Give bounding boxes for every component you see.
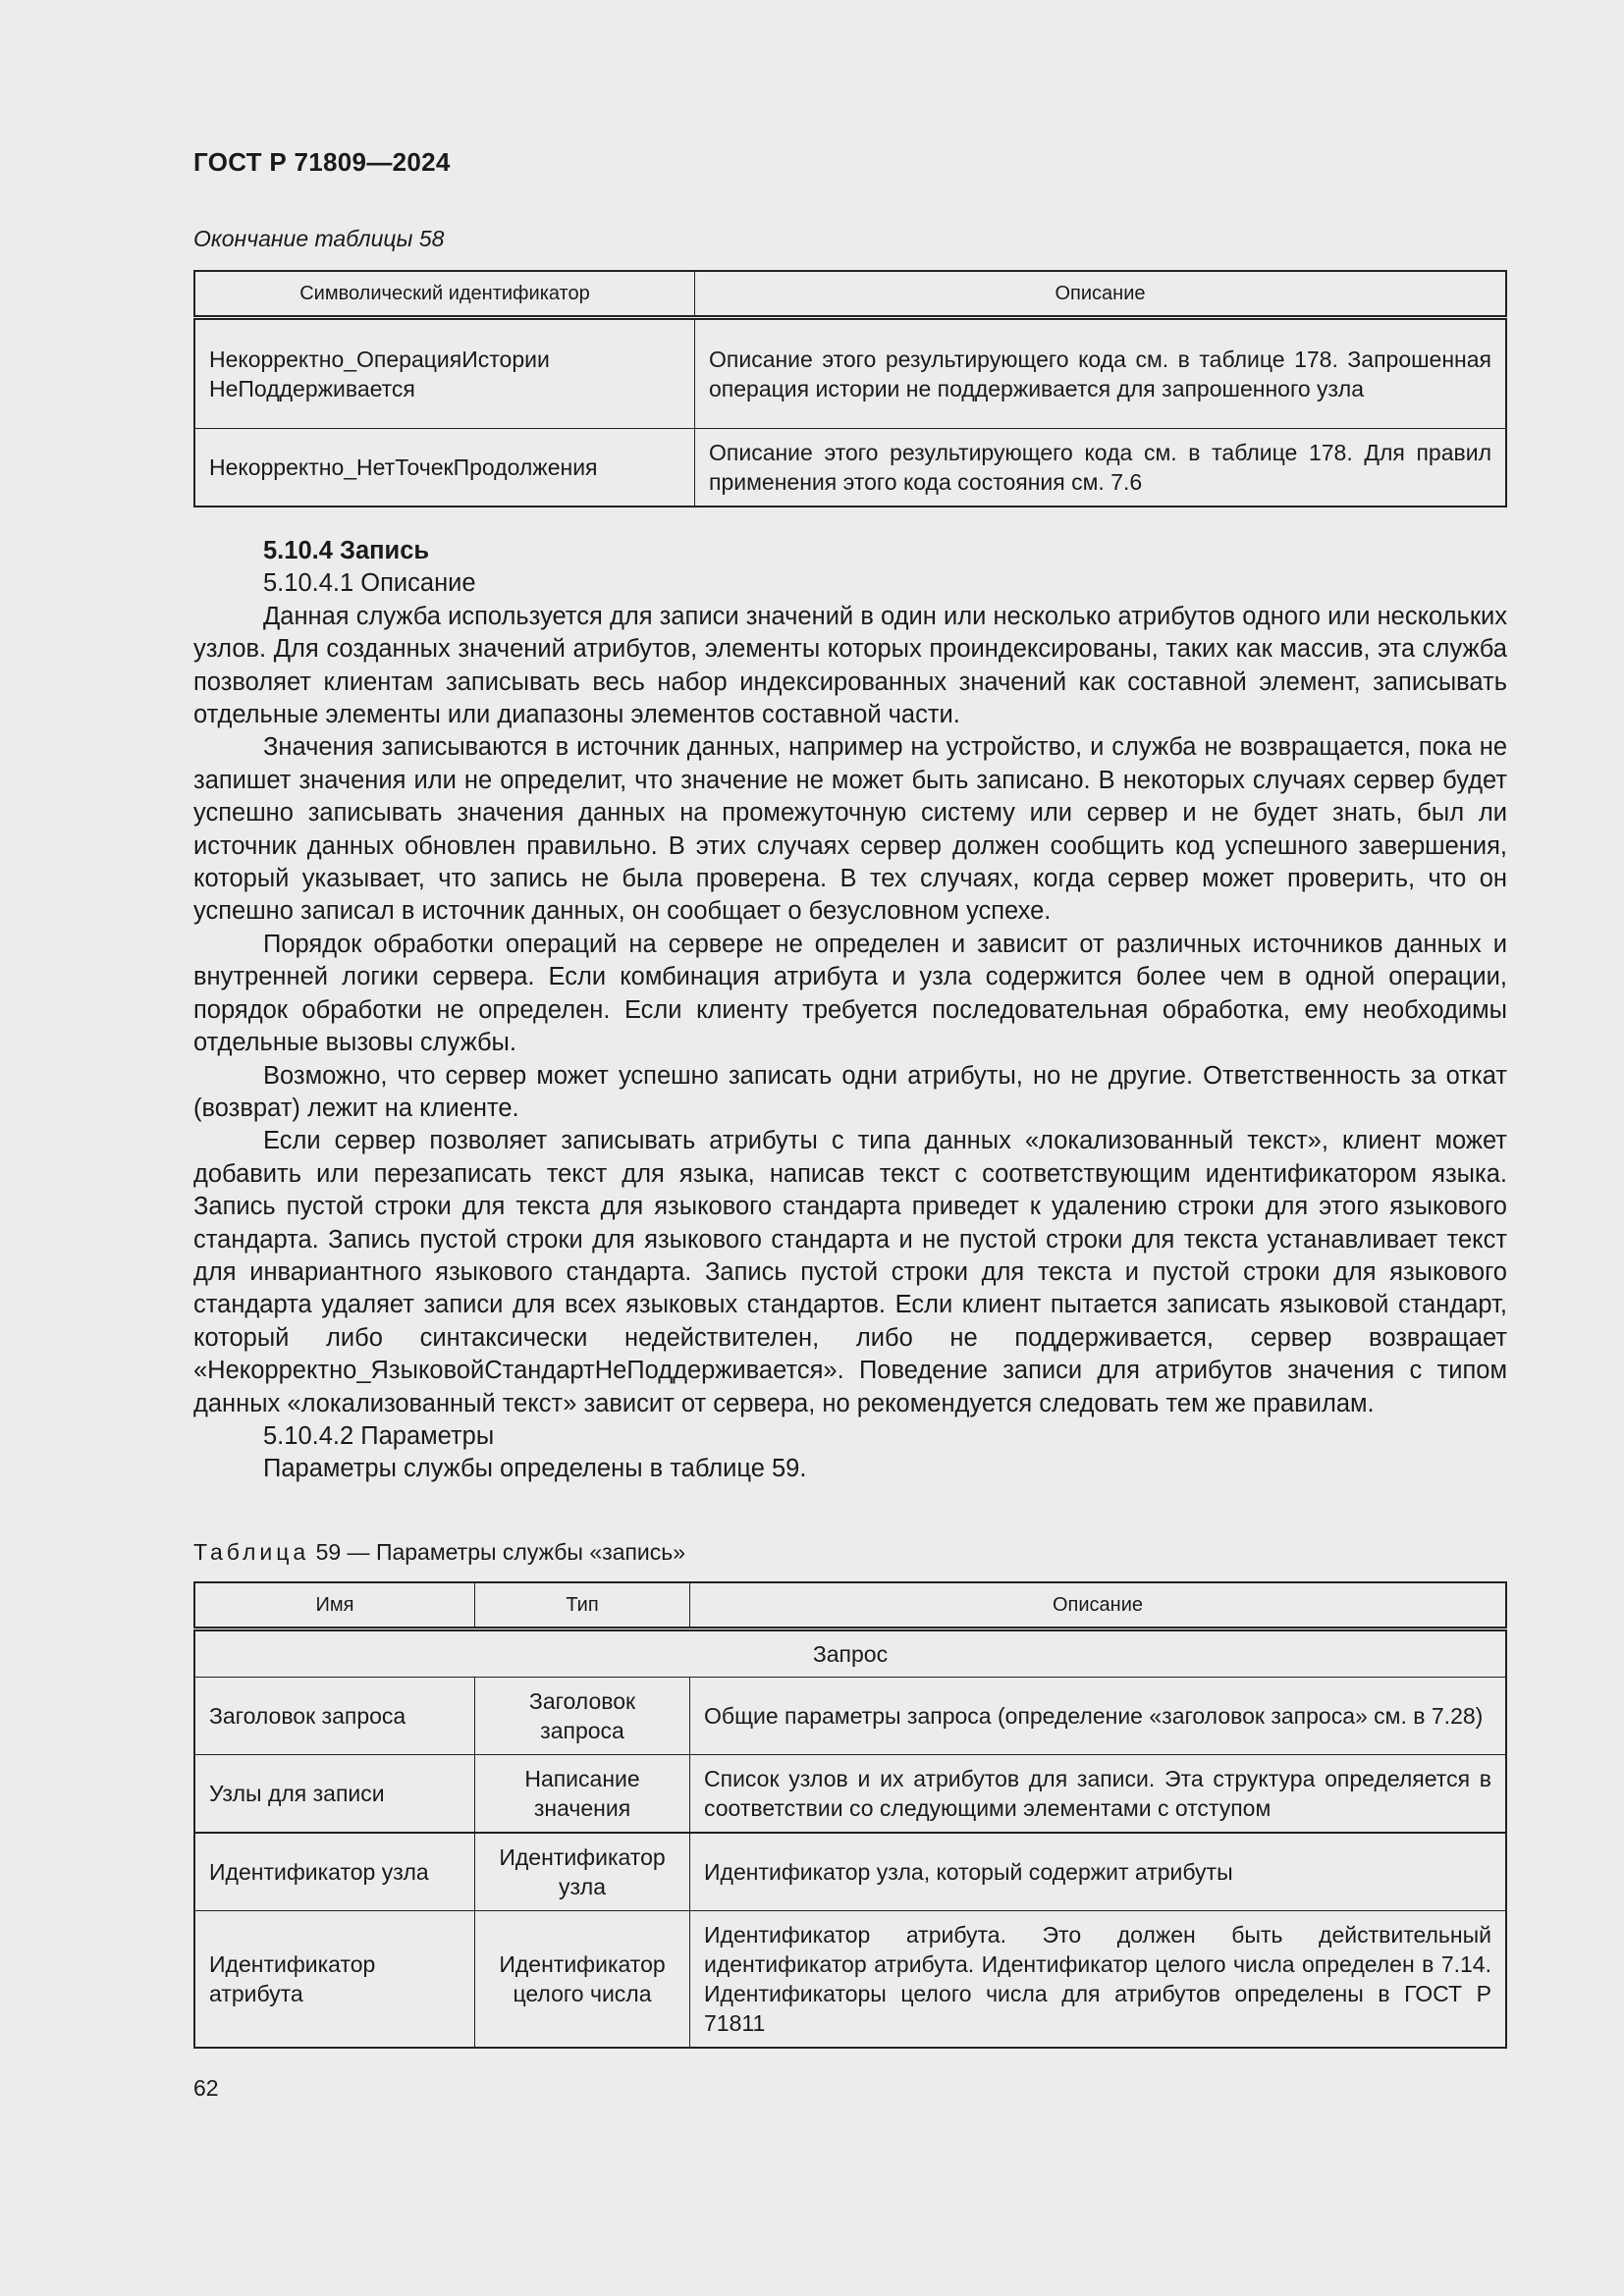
- paragraph: Возможно, что сервер может успешно записать одни атрибуты, но не другие. Ответственность за откат (возврат) лежит на клиенте.: [193, 1061, 1507, 1122]
- description-cell: Идентификатор узла, который содержит атрибуты: [690, 1833, 1507, 1911]
- table-header-row: [194, 271, 1506, 318]
- paragraph: Значения записываются в источник данных, например на устройство, и служба не возвращается, пока не запишет значения или не определит, что значение не может быть записано. В некоторых случаях сервер будет успешно записывать значения данных на промежуточную систему или сервер и не будет знать, был ли источник данных обновлен правильно. В этих случаях сервер должен сообщить код успешного завершения, который указывает, что запись не была проверена. В тех случаях, когда сервер может проверить, что он успешно записал в источник данных, он сообщает о безусловном успехе.: [193, 733, 1507, 926]
- column-header: Описание: [695, 271, 1507, 318]
- table-row: [194, 1833, 1506, 1911]
- description-cell: Идентификатор атрибута. Это должен быть действительный идентификатор атрибута. Идентификатор целого числа определен в 7.14. Идентификаторы целого числа для атрибутов определены в ГОСТ Р 71811: [690, 1911, 1507, 2049]
- column-header: Описание: [690, 1582, 1507, 1629]
- subsection-heading: 5.10.4.2 Параметры: [263, 1421, 495, 1450]
- name-cell: Узлы для записи: [194, 1755, 475, 1834]
- table-title: 59 — Параметры службы «запись»: [309, 1539, 686, 1565]
- type-cell: Написание значения: [475, 1755, 690, 1834]
- table-row: [194, 318, 1506, 429]
- name-cell: Идентификатор узла: [194, 1833, 475, 1911]
- table59-caption: [193, 1539, 685, 1566]
- paragraph: Порядок обработки операций на сервере не определен и зависит от различных источников данных и внутренней логики сервера. Если комбинация атрибута и узла содержится более чем в одной операции, порядок обработки не определен. Если клиенту требуется последовательная обработка, ему необходимы отдельные вызовы службы.: [193, 930, 1507, 1057]
- table-row: [194, 1755, 1506, 1834]
- type-cell: Идентификатор узла: [475, 1833, 690, 1911]
- table-row: [194, 429, 1506, 507]
- subsection-heading: 5.10.4.1 Описание: [263, 569, 476, 598]
- page-number: 62: [193, 2075, 219, 2101]
- paragraph: Данная служба используется для записи значений в один или несколько атрибутов одного или нескольких узлов. Для созданных значений атрибутов, элементы которых проиндексированы, таких как массив, эта служба позволяет клиентам записывать весь набор индексированных значений как составной элемент, записывать отдельные элементы или диапазоны элементов составной части.: [193, 602, 1507, 729]
- section-label: Запрос: [194, 1629, 1506, 1678]
- table58-caption: Окончание таблицы 58: [193, 226, 445, 251]
- section-body: [193, 535, 1507, 1486]
- table-section-row: [194, 1629, 1506, 1678]
- type-cell: Заголовок запроса: [475, 1678, 690, 1755]
- type-cell: Идентификатор целого числа: [475, 1911, 690, 2049]
- name-cell: Идентификатор атрибута: [194, 1911, 475, 2049]
- paragraph: Если сервер позволяет записывать атрибуты с типа данных «локализованный текст», клиент может добавить или перезаписать текст для языка, написав текст с соответствующим идентификатором языка. Запись пустой строки для текста для языкового стандарта приведет к удалению строки для этого языкового стандарта. Запись пустой строки для языкового стандарта и не пустой строки для текста устанавливает текст для инвариантного языкового стандарта. Запись пустой строки для текста и пустой строки для языкового стандарта удаляет записи для всех языковых стандартов. Если клиент пытается записать языковой стандарт, который либо синтаксически недействителен, либо не поддерживается, сервер возвращает «Некорректно_ЯзыковойСтандартНеПоддерживается». Поведение записи для атрибутов значения с типом данных «локализованный текст» зависит от сервера, но рекомендуется следовать тем же правилам.: [193, 1127, 1507, 1417]
- section-heading: 5.10.4 Запись: [263, 537, 430, 564]
- description-cell: Описание этого результирующего кода см. в таблице 178. Запрошенная операция истории не поддерживается для запрошенного узла: [695, 318, 1507, 429]
- description-cell: Описание этого результирующего кода см. в таблице 178. Для правил применения этого кода состояния см. 7.6: [695, 429, 1507, 507]
- table-row: [194, 1678, 1506, 1755]
- name-cell: Заголовок запроса: [194, 1678, 475, 1755]
- table-header-row: [194, 1582, 1506, 1629]
- paragraph: Параметры службы определены в таблице 59.: [263, 1455, 807, 1483]
- description-cell: Общие параметры запроса (определение «заголовок запроса» см. в 7.28): [690, 1678, 1507, 1755]
- description-cell: Список узлов и их атрибутов для записи. Эта структура определяется в соответствии со следующими элементами с отступом: [690, 1755, 1507, 1834]
- table-row: [194, 1911, 1506, 2049]
- symbolic-id-cell: [194, 318, 695, 429]
- table-58: [193, 270, 1507, 507]
- column-header: Имя: [194, 1582, 475, 1629]
- table-59: [193, 1581, 1507, 2049]
- standard-header: ГОСТ Р 71809—2024: [193, 147, 451, 177]
- column-header: Символический идентификатор: [194, 271, 695, 318]
- table-label: Таблица: [193, 1539, 310, 1565]
- column-header: Тип: [475, 1582, 690, 1629]
- symbolic-id: Некорректно_ОперацияИстории НеПоддерживается: [209, 347, 550, 401]
- symbolic-id-cell: Некорректно_НетТочекПродолжения: [194, 429, 695, 507]
